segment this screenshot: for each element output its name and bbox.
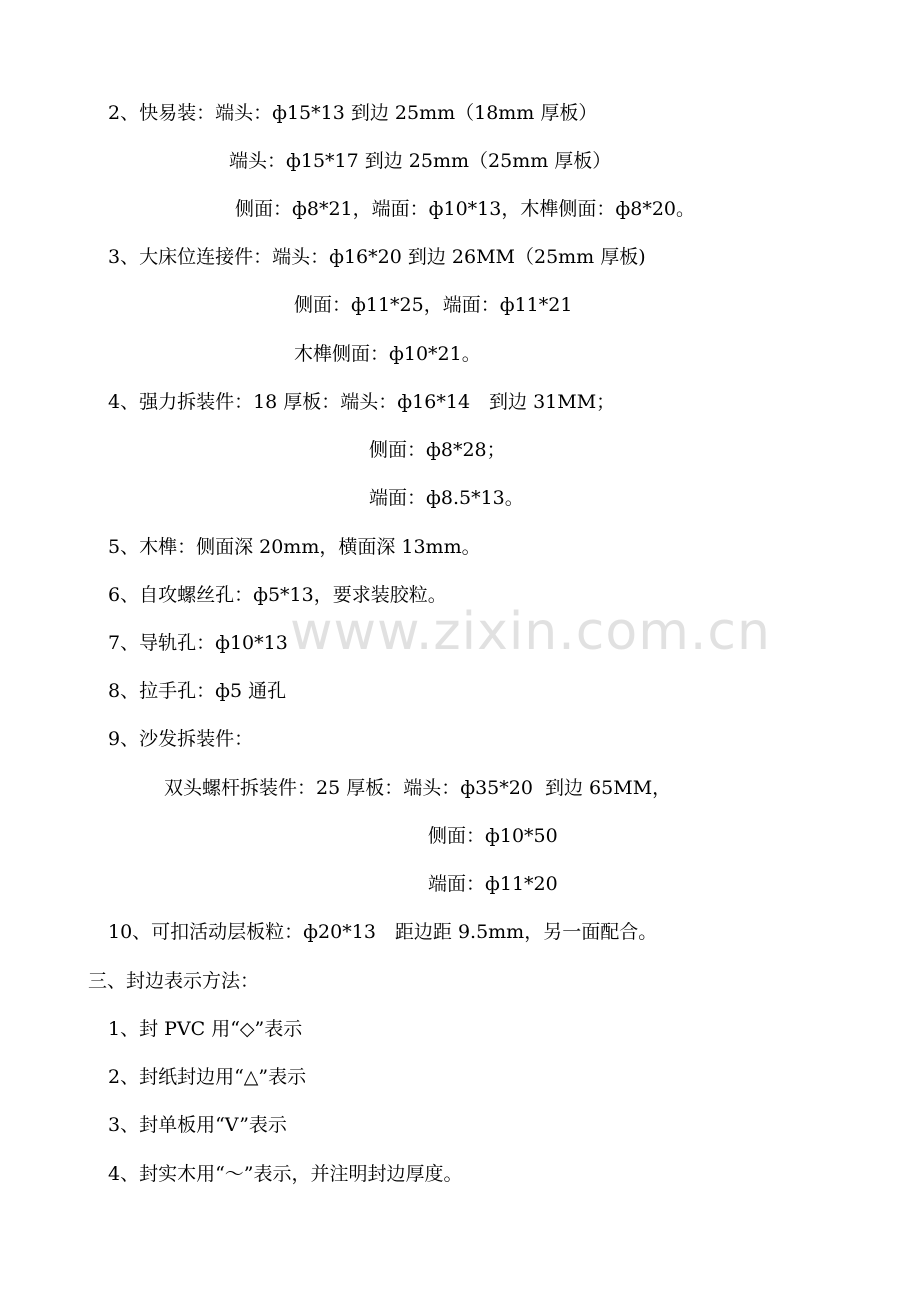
spec-line-3-bed-connector: 3、大床位连接件：端头：ф16*20 到边 26MM（25mm 厚板) bbox=[108, 246, 646, 268]
spec-line-9-end: 端面：ф11*20 bbox=[428, 873, 558, 895]
watermark: www.zixin.com.cn bbox=[290, 602, 771, 662]
spec-line-8-handle-hole: 8、拉手孔：ф5 通孔 bbox=[108, 680, 287, 702]
spec-line-6-screw-hole: 6、自攻螺丝孔：ф5*13，要求装胶粒。 bbox=[108, 584, 447, 606]
spec-line-9-double-bolt: 双头螺杆拆装件：25 厚板：端头：ф35*20 到边 65MM， bbox=[164, 777, 672, 799]
spec-line-4-end: 端面：ф8.5*13。 bbox=[369, 487, 524, 509]
spec-line-9-side: 侧面：ф10*50 bbox=[428, 825, 558, 847]
spec-line-4-side: 侧面：ф8*28； bbox=[369, 439, 506, 461]
spec-line-2-end-25mm: 端头：ф15*17 到边 25mm（25mm 厚板） bbox=[229, 150, 612, 172]
spec-line-7-rail-hole: 7、导轨孔：ф10*13 bbox=[108, 632, 288, 654]
spec-line-9-sofa-fitting: 9、沙发拆装件： bbox=[108, 728, 254, 750]
spec-line-2-quick-assembly: 2、快易装：端头：ф15*13 到边 25mm（18mm 厚板） bbox=[108, 102, 598, 124]
edge-line-1-pvc: 1、封 PVC 用“◇”表示 bbox=[108, 1018, 303, 1040]
edge-line-3-veneer: 3、封单板用“V”表示 bbox=[108, 1114, 287, 1136]
spec-line-5-dowel: 5、木榫：侧面深 20mm，横面深 13mm。 bbox=[108, 536, 481, 558]
edge-line-4-solid-wood: 4、封实木用“～”表示，并注明封边厚度。 bbox=[108, 1163, 463, 1185]
spec-line-4-strong-knockdown: 4、强力拆装件：18 厚板：端头：ф16*14 到边 31MM； bbox=[108, 391, 616, 413]
edge-line-2-paper: 2、封纸封边用“△”表示 bbox=[108, 1066, 307, 1088]
spec-line-3-side: 侧面：ф11*25，端面：ф11*21 bbox=[294, 294, 573, 316]
section-heading-edge-banding: 三、封边表示方法： bbox=[88, 970, 260, 992]
spec-line-3-dowel: 木榫侧面：ф10*21。 bbox=[294, 343, 481, 365]
spec-line-10-shelf-pin: 10、可扣活动层板粒：ф20*13 距边距 9.5mm，另一面配合。 bbox=[108, 921, 658, 943]
spec-line-2-side: 侧面：ф8*21，端面：ф10*13，木榫侧面：ф8*20。 bbox=[235, 198, 695, 220]
